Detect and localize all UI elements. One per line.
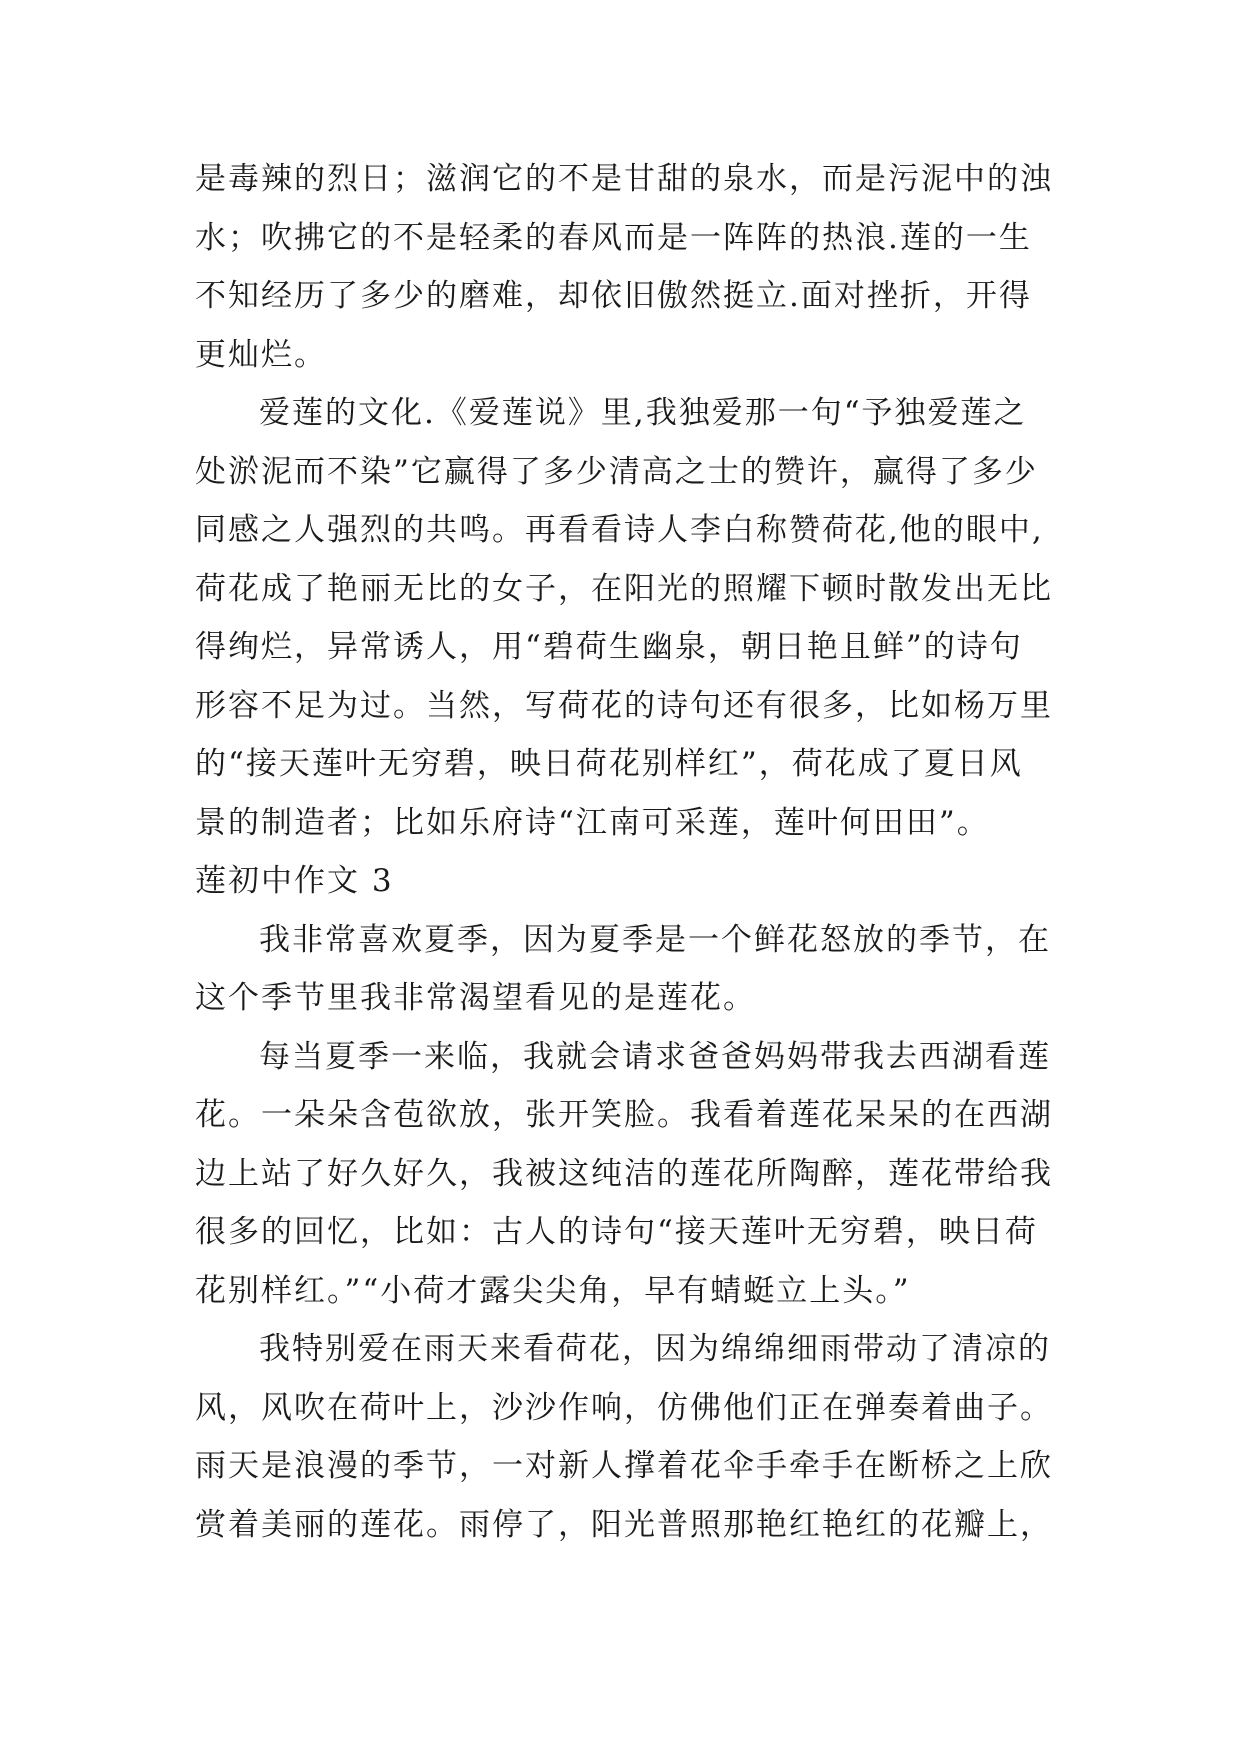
paragraph-start-line: 我非常喜欢夏季，因为夏季是一个鲜花怒放的季节，在: [259, 921, 1051, 958]
text-line: 这个季节里我非常渴望看见的是莲花。: [195, 980, 756, 1016]
text-line: 更灿烂。: [195, 336, 327, 373]
text-line: 赏着美丽的莲花。雨停了，阳光普照那艳红艳红的花瓣上，: [195, 1506, 1053, 1543]
text-line: 很多的回忆，比如：古人的诗句“接天莲叶无穷碧，映日荷: [195, 1214, 1038, 1250]
text-line: 花别样红。”“小荷才露尖尖角，早有蜻蜓立上头。”: [195, 1272, 911, 1309]
text-line: 景的制造者；比如乐府诗“江南可采莲，莲叶何田田”。: [195, 804, 990, 841]
text-line: 荷花成了艳丽无比的女子，在阳光的照耀下顿时散发出无比: [195, 570, 1053, 607]
text-line: 形容不足为过。当然，写荷花的诗句还有很多，比如杨万里: [195, 687, 1053, 724]
section-heading: 莲初中作文 3: [195, 863, 394, 899]
text-line: 处淤泥而不染”它赢得了多少清高之士的赞许，赢得了多少: [195, 453, 1038, 490]
paragraph-start-line: 爱莲的文化.《爱莲说》里,我独爱那一句“予独爱莲之: [259, 395, 1027, 431]
text-line: 风，风吹在荷叶上，沙沙作响，仿佛他们正在弹奏着曲子。: [195, 1389, 1053, 1426]
text-line: 是毒辣的烈日；滋润它的不是甘甜的泉水，而是污泥中的浊: [195, 161, 1053, 197]
text-line: 水；吹拂它的不是轻柔的春风而是一阵阵的热浪.莲的一生: [195, 219, 1032, 256]
text-line: 花。一朵朵含苞欲放，张开笑脸。我看着莲花呆呆的在西湖: [195, 1097, 1053, 1133]
text-line: 雨天是浪漫的季节，一对新人撑着花伞手牵手在断桥之上欣: [195, 1448, 1053, 1484]
text-line: 边上站了好久好久，我被这纯洁的莲花所陶醉，莲花带给我: [195, 1155, 1053, 1192]
paragraph-start-line: 每当夏季一来临，我就会请求爸爸妈妈带我去西湖看莲: [259, 1038, 1051, 1075]
text-line: 的“接天莲叶无穷碧，映日荷花别样红”，荷花成了夏日风: [195, 746, 1023, 782]
text-line: 不知经历了多少的磨难，却依旧傲然挺立.面对挫折，开得: [195, 278, 1032, 314]
paragraph-start-line: 我特别爱在雨天来看荷花，因为绵绵细雨带动了清凉的: [259, 1331, 1051, 1367]
document-body: [195, 150, 1075, 1554]
text-line: 得绚烂，异常诱人，用“碧荷生幽泉，朝日艳且鲜”的诗句: [195, 629, 1023, 665]
text-line: 同感之人强烈的共鸣。再看看诗人李白称赞荷花,他的眼中,: [195, 512, 1044, 548]
